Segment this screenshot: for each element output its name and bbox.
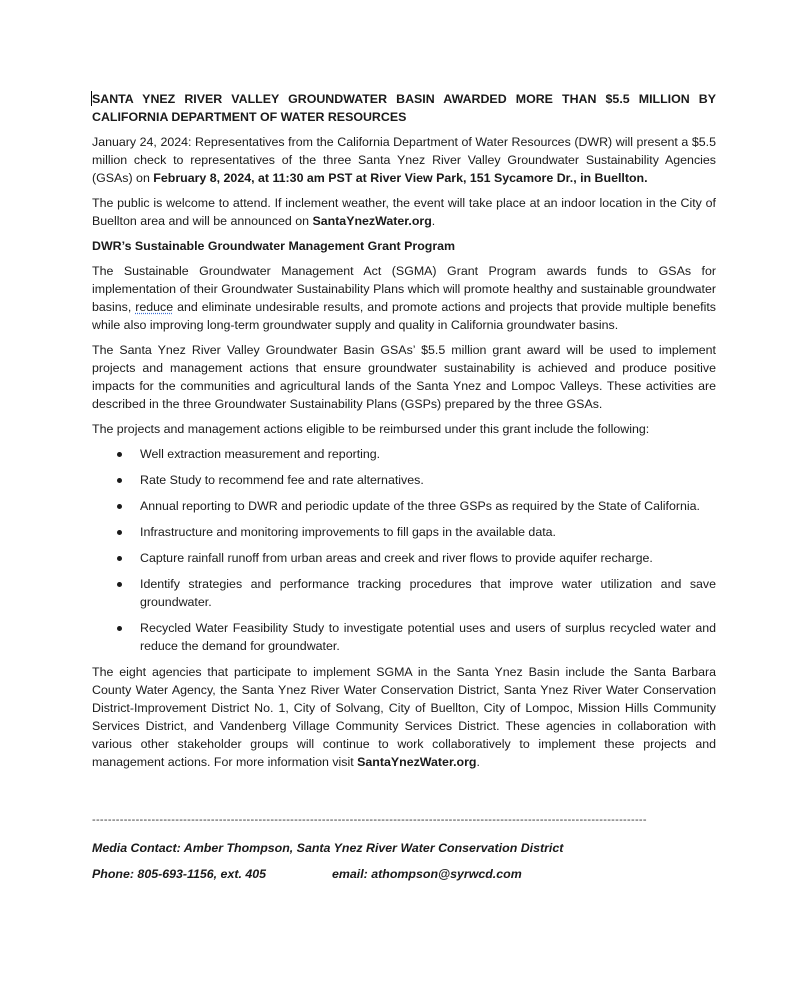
- bullet-icon: [117, 626, 122, 631]
- sgma-paragraph: [92, 262, 716, 334]
- media-contact: Media Contact: Amber Thompson, Santa Ynez River Water Conservation District: [92, 841, 564, 855]
- list-item: [92, 471, 716, 489]
- public-end: .: [431, 214, 436, 228]
- intro-lead: January 24, 2024: Representatives from the California Department of Water Resources (DWR) will present a $5.5 million check to representatives of the three Santa Ynez River Valley Groundwater Sustainability Agencies (GSAs) on: [92, 135, 716, 185]
- agencies-end: .: [476, 755, 480, 769]
- list-intro: The projects and management actions eligible to be reimbursed under this grant include the following:: [92, 422, 650, 436]
- phone-number: Phone: 805-693-1156, ext. 405: [92, 867, 267, 881]
- list-item-text: Infrastructure and monitoring improvements to fill gaps in the available data.: [140, 525, 556, 539]
- bullet-icon: [117, 452, 122, 457]
- list-item: [92, 497, 716, 515]
- list-item-text: Rate Study to recommend fee and rate alternatives.: [140, 473, 424, 487]
- bullet-icon: [117, 582, 122, 587]
- sgma-part1: The Sustainable Groundwater Management Act (SGMA) Grant Program awards funds to GSAs for implementation of their Groundwater Sustainability Plans which will promote healthy and sustainable groundwater basins,: [92, 264, 716, 314]
- intro-paragraph: [92, 133, 716, 187]
- press-release-title: SANTA YNEZ RIVER VALLEY GROUNDWATER BASIN AWARDED MORE THAN $5.5 MILLION BY CALIFORNIA DEPARTMENT OF WATER RESOURCES: [92, 92, 716, 124]
- list-item: [92, 619, 716, 655]
- list-item-text: Recycled Water Feasibility Study to investigate potential uses and users of surplus recycled water and reduce the demand for groundwater.: [140, 621, 716, 653]
- list-item-text: Identify strategies and performance tracking procedures that improve water utilization and save groundwater.: [140, 577, 716, 609]
- section-heading: DWR’s Sustainable Groundwater Management Grant Program: [92, 239, 456, 253]
- bullet-icon: [117, 556, 122, 561]
- list-item-text: Annual reporting to DWR and periodic update of the three GSPs as required by the State of California.: [140, 499, 700, 513]
- bullet-icon: [117, 504, 122, 509]
- list-item: [92, 575, 716, 611]
- email-address[interactable]: email: athompson@syrwcd.com: [332, 867, 522, 881]
- public-paragraph: [92, 194, 716, 230]
- list-item: [92, 523, 716, 541]
- website-link[interactable]: SantaYnezWater.org: [312, 214, 432, 228]
- agencies-text: The eight agencies that participate to implement SGMA in the Santa Ynez Basin include the Santa Barbara County Water Agency, the Santa Ynez River Water Conservation District, Santa Ynez River Water Conservation District-Improvement District No. 1, City of Solvang, City of Buellton, City of Lompoc, Mission Hills Community Services District, and Vandenberg Village Community Services District. These agencies in collaboration with various other stakeholder groups will continue to work collaboratively to implement these projects and management actions. For more information visit: [92, 665, 716, 769]
- event-details: February 8, 2024, at 11:30 am PST at River View Park, 151 Sycamore Dr., in Buellton.: [153, 171, 648, 185]
- contact-details: [92, 865, 716, 883]
- grammar-flagged-word[interactable]: reduce: [135, 300, 174, 314]
- list-item: [92, 549, 716, 567]
- website-link[interactable]: SantaYnezWater.org: [357, 755, 477, 769]
- document-page: [92, 90, 716, 883]
- bullet-icon: [117, 478, 122, 483]
- eligible-actions-list: [92, 445, 716, 655]
- award-paragraph: The Santa Ynez River Valley Groundwater Basin GSAs’ $5.5 million grant award will be used to implement projects and management actions that ensure groundwater sustainability is achieved and produce positive impacts for the communities and agricultural lands of the Santa Ynez and Lompoc Valleys. These activities are described in the three Groundwater Sustainability Plans (GSPs) prepared by the three GSAs.: [92, 343, 716, 411]
- list-item: [92, 445, 716, 463]
- list-item-text: Capture rainfall runoff from urban areas and creek and river flows to provide aquifer recharge.: [140, 551, 653, 565]
- public-text: The public is welcome to attend. If inclement weather, the event will take place at an indoor location in the City of Buellton area and will be announced on: [92, 196, 716, 228]
- separator-line: --------------------------------------------------------------------------------------------------------------------------------------------: [92, 814, 647, 826]
- list-item-text: Well extraction measurement and reporting.: [140, 447, 381, 461]
- sgma-part2: and eliminate undesirable results, and promote actions and projects that provide multiple benefits while also improving long-term groundwater supply and quality in California groundwater basins.: [92, 300, 717, 332]
- bullet-icon: [117, 530, 122, 535]
- agencies-paragraph: [92, 663, 716, 771]
